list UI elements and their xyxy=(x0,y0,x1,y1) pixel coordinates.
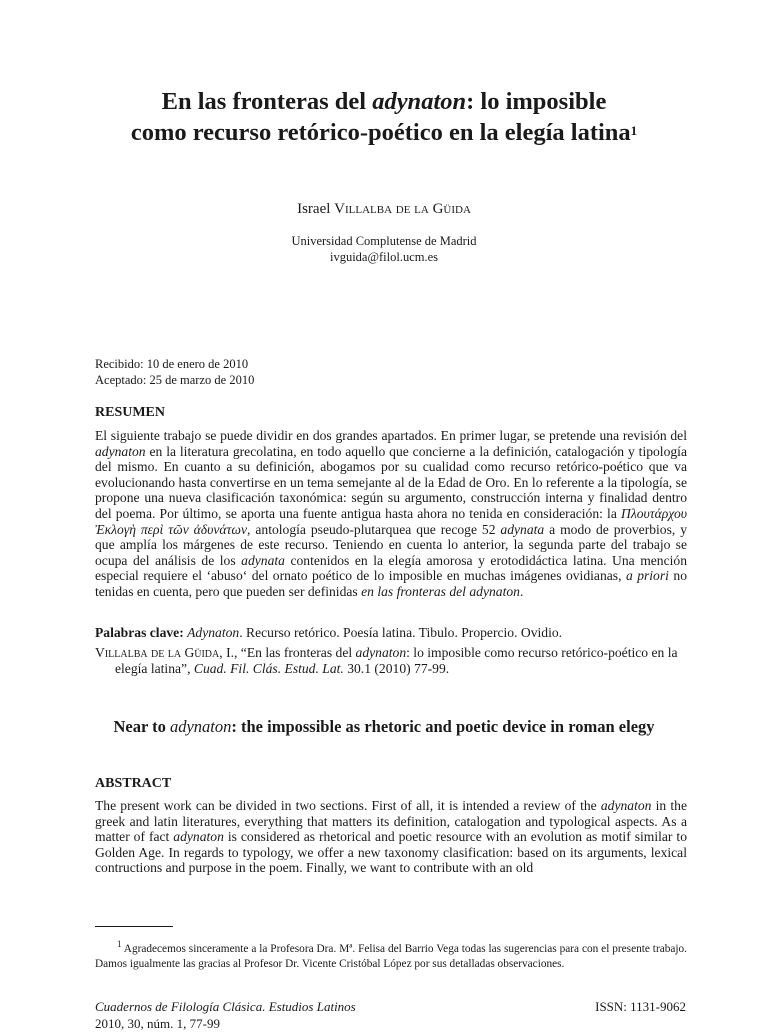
citation-text-2: : lo imposible como recurso retórico-poético en la elegía latina”, xyxy=(115,645,678,676)
resumen-text-2: en la literatura grecolatina, en todo aquello que concierne a la definición, catalogación y tipología del mismo. En cuanto a su definición, abogamos por su cualidad como recurso retórico-poético que va evolucionando hasta convertirse en un tema semejante al de la Edad de Oro. En lo referente a la tipología, se propone una nueva clasificación taxonómica: según su argumento, construcción interna y finalidad dentro del poema. Por último, se aporta una fuente antigua hasta ahora no tenida en consideración: la xyxy=(95,443,687,521)
footnote-mark: 1 xyxy=(117,939,122,949)
footnote-separator xyxy=(95,926,173,927)
resumen-italic-1: adynaton xyxy=(95,443,146,459)
keywords-italic: Adynaton xyxy=(187,625,240,640)
abstract-italic-2: adynaton xyxy=(173,829,224,845)
en-title-post: : the impossible as rhetoric and poetic device in roman elegy xyxy=(231,717,655,736)
affiliation-institution: Universidad Complutense de Madrid xyxy=(291,234,477,248)
footer-issn: ISSN: 1131-9062 xyxy=(595,999,686,1014)
abstract-text-1: The present work can be divided in two sections. First of all, it is intended a review of the xyxy=(95,798,601,813)
author-surname: Villalba de la Güida xyxy=(334,201,471,217)
title-line1-post: : lo imposible xyxy=(466,88,607,115)
footnote xyxy=(95,937,687,972)
abstract-text-3: is considered as rhetorical and poetic resource with an evolution as motif similar to Golden Age. In regards to typology, we offer a new taxonomy clasification: based on its arguments, lexical contructions and purpose in the poem. Finally, we want to contribute with an old xyxy=(95,829,687,876)
resumen-italic-3: adynata xyxy=(500,521,545,537)
en-title-pre: Near to xyxy=(113,717,170,736)
abstract-paragraph xyxy=(95,798,687,878)
citation-author: Villalba de la Güida xyxy=(95,645,220,660)
english-title xyxy=(60,717,708,737)
resumen-greek-title: Πλουτάρχου Ἐκλογὴ περὶ τῶν ἀδυνάτων xyxy=(95,505,687,537)
author-email[interactable]: ivguida@filol.ucm.es xyxy=(329,250,439,264)
abstract-italic-1: adynaton xyxy=(600,798,652,813)
abstract-text-2: in the greek and latin literatures, everything that matters its definition, catalogation and typological aspects. As a matter of fact xyxy=(95,798,687,845)
resumen-text-4: a modo de proverbios, y que amplía los márgenes de este recurso. Teniendo en cuenta lo anterior, la segunda parte del trabajo se ocupa del análisis de los xyxy=(95,521,687,568)
citation-italic-1: adynaton xyxy=(355,645,407,660)
author-name xyxy=(60,201,708,218)
affiliation xyxy=(60,233,708,265)
en-title-italic: adynaton xyxy=(169,717,232,736)
title-footnote-mark[interactable]: 1 xyxy=(630,123,638,138)
citation-journal: Cuad. Fil. Clás. Estud. Lat. xyxy=(193,660,344,676)
resumen-italic-4: adynata xyxy=(241,552,285,568)
citation-text-1: , I., “En las fronteras del xyxy=(219,645,356,660)
resumen-text-1: El siguiente trabajo se puede dividir en dos grandes apartados. En primer lugar, se pretende una revisión del xyxy=(95,428,687,443)
footnote-text: Agradecemos sinceramente a la Profesora Dra. Mª. Felisa del Barrio Vega todas las sugerencias para con el presente trabajo. Damos igualmente las gracias al Profesor Dr. Vicente Cristóbal López por sus detalladas observaciones. xyxy=(95,942,687,970)
resumen-text-5: contenidos en la elegía amorosa y erotodidáctica latina. Una mención especial requiere el ‘abuso‘ del ornato poético de lo imposible en muchas imágenes ovidianas, xyxy=(95,552,688,584)
abstract-heading: ABSTRACT xyxy=(95,776,172,791)
resumen-text-7: . xyxy=(519,583,524,599)
article-title xyxy=(60,86,708,148)
resumen-italic-5: a priori xyxy=(625,568,669,584)
citation-text-3: 30.1 (2010) 77-99. xyxy=(343,660,450,676)
submission-dates xyxy=(95,357,254,388)
resumen-text-3: , antología pseudo-plutarquea que recoge 52 xyxy=(247,521,501,537)
date-received: Recibido: 10 de enero de 2010 xyxy=(95,357,249,371)
resumen-heading: RESUMEN xyxy=(95,405,166,420)
resumen-text-6: no tenidas en cuenta, pero que pueden ser definidas xyxy=(95,568,687,599)
title-line2: como recurso retórico-poético en la elegía latina xyxy=(130,119,631,146)
citation xyxy=(95,645,687,676)
title-line1-italic: adynaton xyxy=(372,88,467,115)
footer-volume: 2010, 30, núm. 1, 77-99 xyxy=(95,1016,220,1031)
footer-journal-name: Cuadernos de Filología Clásica. Estudios Latinos xyxy=(95,999,356,1014)
keywords-rest: . Recurso retórico. Poesía latina. Tibulo. Propercio. Ovidio. xyxy=(239,625,563,640)
resumen-paragraph xyxy=(95,428,687,600)
keywords xyxy=(95,625,687,641)
author-first-name: Israel xyxy=(297,201,335,217)
title-line1-pre: En las fronteras del xyxy=(161,88,373,115)
resumen-italic-6: en las fronteras del adynaton xyxy=(361,583,520,599)
date-accepted: Aceptado: 25 de marzo de 2010 xyxy=(95,372,255,387)
keywords-label: Palabras clave: xyxy=(95,625,184,640)
